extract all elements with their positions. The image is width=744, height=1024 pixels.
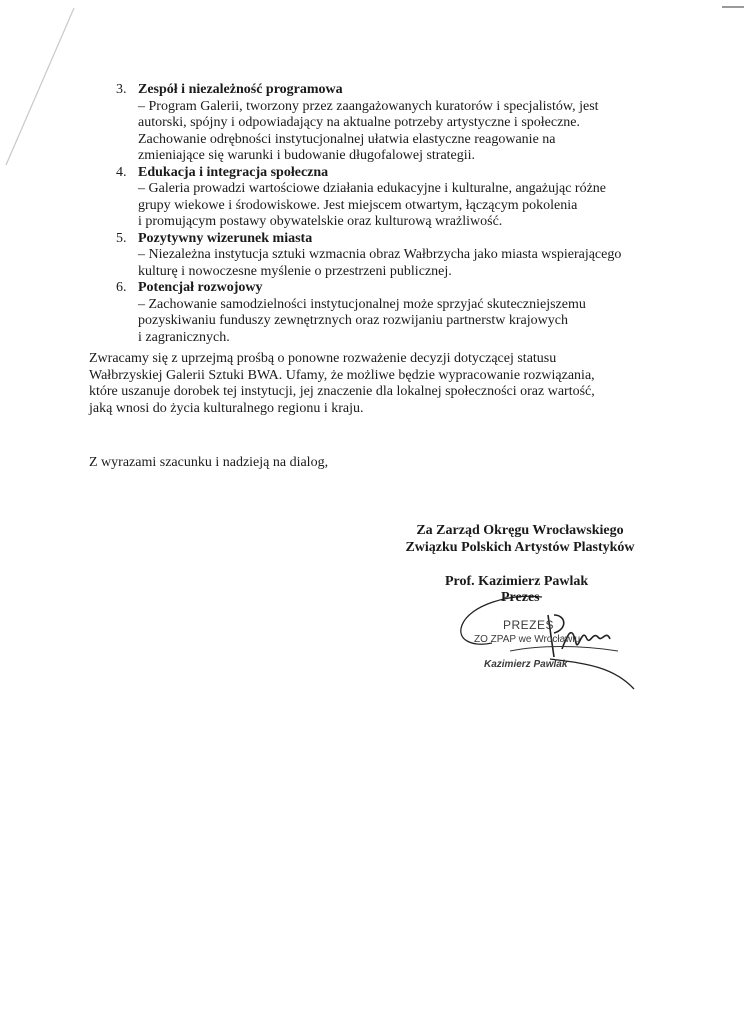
- paragraph-line: Zwracamy się z uprzejmą prośbą o ponowne rozważenie decyzji dotyczącej statusu: [89, 351, 557, 366]
- item-number: 5.: [116, 230, 127, 246]
- item-line: – Program Galerii, tworzony przez zaangażowanych kuratorów i specjalistów, jest: [138, 98, 599, 114]
- closing-line: Z wyrazami szacunku i nadzieją na dialog,: [89, 455, 329, 470]
- item-number: 6.: [116, 280, 127, 295]
- item-line: – Niezależna instytucja sztuki wzmacnia obraz Wałbrzycha jako miasta wspierającego: [138, 247, 622, 262]
- item-number: 3.: [116, 82, 127, 97]
- item-title: Pozytywny wizerunek miasta: [138, 230, 313, 246]
- signature-stamp: [450, 585, 650, 695]
- org-line: Za Zarząd Okręgu Wrocławskiego: [416, 523, 624, 538]
- item-line: – Galeria prowadzi wartościowe działania edukacyjne i kulturalne, angażując różne: [138, 181, 607, 196]
- item-line: grupy wiekowe i środowiskowe. Jest miejscem otwartym, łączącym pokolenia: [138, 197, 578, 213]
- signatory-name: Prof. Kazimierz Pawlak: [445, 574, 589, 589]
- list-item: [116, 165, 646, 231]
- org-line: Związku Polskich Artystów Plastyków: [405, 540, 635, 555]
- item-number: 4.: [116, 164, 127, 180]
- item-line: i promującym postawy obywatelskie oraz kulturową wrażliwość.: [138, 214, 503, 229]
- item-line: autorski, spójny i odpowiadający na aktualne potrzeby artystyczne i społeczne.: [138, 115, 581, 130]
- item-title: Edukacja i integracja społeczna: [138, 164, 329, 180]
- item-line: i zagranicznych.: [138, 329, 230, 345]
- request-paragraph: [89, 351, 649, 418]
- item-line: – Zachowanie samodzielności instytucjonalnej może sprzyjać skuteczniejszemu: [138, 296, 586, 312]
- scan-streak: [0, 0, 80, 170]
- item-line: zmieniające się warunki i budowanie długofalowej strategii.: [138, 148, 476, 163]
- item-line: pozyskiwaniu funduszy zewnętrznych oraz rozwijaniu partnerstw krajowych: [138, 313, 568, 328]
- stamp-organization: ZO ZPAP we Wrocławiu: [474, 634, 581, 645]
- paragraph-line: jaką wnosi do życia kulturalnego regionu i kraju.: [89, 401, 364, 417]
- list-item: [116, 280, 646, 346]
- paragraph-line: które uszanuje dorobek tej instytucji, jej znaczenie dla lokalnej społeczności oraz wartość,: [89, 384, 595, 400]
- stamp-title: PREZES: [503, 618, 555, 632]
- numbered-list: [116, 82, 646, 346]
- stamp-name: Kazimierz Pawlak: [484, 659, 568, 670]
- list-item: [116, 231, 646, 281]
- list-item: [116, 82, 646, 165]
- item-title: Zespół i niezależność programowa: [138, 82, 343, 97]
- signatory-role: Prezes: [501, 590, 540, 605]
- item-title: Potencjał rozwojowy: [138, 280, 263, 295]
- item-line: Zachowanie odrębności instytucjonalnej ułatwia elastyczne reagowanie na: [138, 131, 556, 147]
- scan-mark-top-right: [722, 6, 744, 8]
- item-line: kulturę i nowoczesne myślenie o przestrzeni publicznej.: [138, 263, 452, 279]
- signature-organization: [380, 522, 660, 556]
- paragraph-line: Wałbrzyskiej Galerii Sztuki BWA. Ufamy, że możliwe będzie wypracowanie rozwiązania,: [89, 367, 595, 383]
